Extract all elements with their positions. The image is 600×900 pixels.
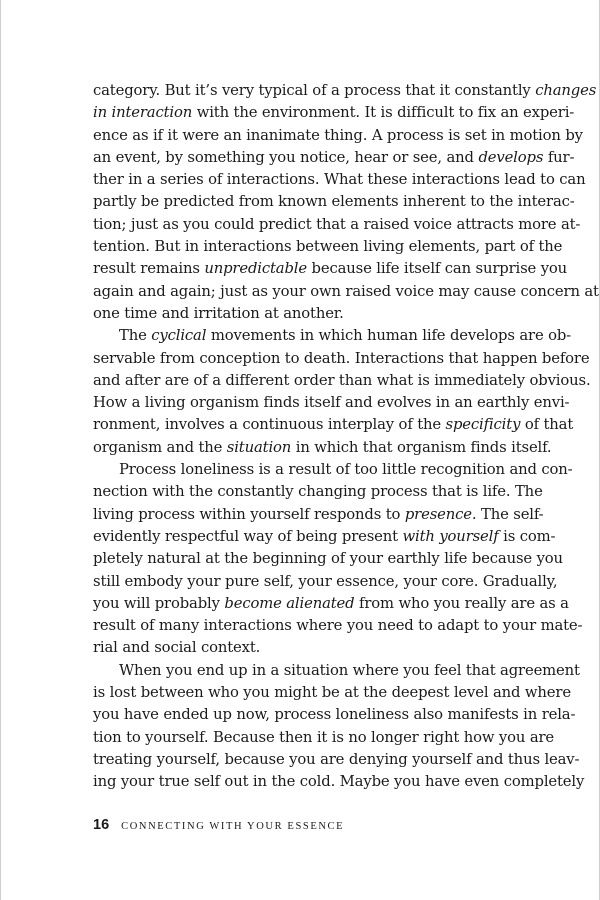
italic-text: in interaction bbox=[93, 104, 193, 122]
text-line bbox=[93, 80, 597, 102]
text-run: treating yourself, because you are denying yourself and thus leav- bbox=[93, 750, 580, 768]
text-line bbox=[93, 504, 544, 526]
text-run: result of many interactions where you need to adapt to your mate- bbox=[93, 617, 583, 635]
text-run: How a living organism finds itself and evolves in an earthly envi- bbox=[93, 394, 570, 412]
text-run: ther in a series of interactions. What these interactions lead to can bbox=[93, 171, 586, 189]
italic-text: changes bbox=[535, 82, 597, 99]
text-line bbox=[93, 325, 572, 347]
paragraph bbox=[93, 80, 599, 325]
text-line bbox=[93, 526, 556, 548]
italic-text: unpredictable bbox=[204, 260, 307, 278]
text-line bbox=[93, 102, 575, 124]
page-footer bbox=[93, 817, 344, 837]
text-run: fur- bbox=[543, 148, 575, 166]
text-line bbox=[93, 660, 580, 682]
text-run: in which that organism finds itself. bbox=[291, 438, 552, 456]
text-line bbox=[93, 704, 576, 726]
text-run: an event, by something you notice, hear or see, and bbox=[93, 148, 479, 166]
text-run: is lost between who you might be at the deepest level and where bbox=[93, 684, 571, 702]
text-line bbox=[93, 370, 591, 392]
italic-text: specificity bbox=[445, 416, 521, 434]
text-run: movements in which human life develops are ob- bbox=[206, 327, 572, 345]
text-line bbox=[93, 303, 511, 325]
paragraph bbox=[93, 660, 585, 794]
text-line bbox=[93, 348, 590, 370]
text-run: again and again; just as your own raised voice may cause concern at bbox=[93, 282, 599, 300]
text-line bbox=[93, 771, 585, 793]
text-line bbox=[93, 258, 568, 280]
text-run: because life itself can surprise you bbox=[306, 260, 568, 278]
text-run: When you end up in a situation where you feel that agreement bbox=[119, 661, 580, 679]
text-run: tion to yourself. Because then it is no longer right how you are bbox=[93, 728, 555, 746]
text-run: nection with the constantly changing process that is life. The bbox=[93, 483, 543, 501]
text-run: organism and the bbox=[93, 438, 227, 456]
text-run: of that bbox=[520, 416, 574, 434]
italic-text: develops bbox=[478, 148, 544, 166]
text-line bbox=[93, 615, 583, 637]
text-run: with the environment. It is difficult to fix an experi- bbox=[192, 104, 575, 122]
text-run: ing your true self out in the cold. Maybe you have even completely bbox=[93, 773, 585, 791]
text-run: still embody your pure self, your essence, your core. Gradually, bbox=[93, 572, 558, 590]
paragraph bbox=[93, 459, 583, 660]
body-text bbox=[93, 80, 599, 794]
text-run: ence as if it were an inanimate thing. A process is set in motion by bbox=[93, 126, 583, 144]
text-line bbox=[93, 749, 580, 771]
text-line bbox=[93, 125, 583, 147]
text-run: servable from conception to death. Interactions that happen before bbox=[93, 349, 590, 367]
text-run: you will probably bbox=[93, 594, 225, 612]
text-line bbox=[93, 637, 511, 659]
text-line bbox=[93, 236, 563, 258]
text-run: rial and social context. bbox=[93, 639, 261, 657]
text-run: tention. But in interactions between living elements, part of the bbox=[93, 238, 563, 256]
text-run: ronment, involves a continuous interplay of the bbox=[93, 416, 446, 434]
text-line bbox=[93, 191, 575, 213]
italic-text: situation bbox=[226, 438, 292, 456]
text-line bbox=[93, 727, 555, 749]
text-run: The self- bbox=[476, 505, 544, 523]
text-run: one time and irritation at another. bbox=[93, 304, 344, 322]
italic-text: with yourself bbox=[402, 527, 499, 545]
paragraph bbox=[93, 325, 591, 459]
text-run: result remains bbox=[93, 260, 205, 278]
text-run: pletely natural at the beginning of your earthly life because you bbox=[93, 550, 563, 568]
italic-text: cyclical bbox=[151, 327, 207, 345]
text-run: partly be predicted from known elements inherent to the interac- bbox=[93, 193, 575, 211]
page-number: 16 bbox=[93, 817, 110, 833]
text-line bbox=[93, 481, 543, 503]
italic-text: presence. bbox=[404, 505, 477, 523]
text-line bbox=[93, 459, 573, 481]
text-run: from who you really are as a bbox=[354, 594, 569, 612]
text-run: and after are of a different order than what is immediately obvious. bbox=[93, 371, 591, 389]
text-run: is com- bbox=[498, 527, 556, 545]
text-line bbox=[93, 214, 581, 236]
text-line bbox=[93, 414, 574, 436]
text-line bbox=[93, 169, 586, 191]
running-head: CONNECTING WITH YOUR ESSENCE bbox=[121, 821, 345, 832]
text-run: you have ended up now, process loneliness also manifests in rela- bbox=[93, 706, 576, 724]
text-run: evidently respectful way of being present bbox=[93, 527, 403, 545]
text-run: tion; just as you could predict that a raised voice attracts more at- bbox=[93, 215, 581, 233]
text-line bbox=[93, 147, 575, 169]
text-line bbox=[93, 571, 558, 593]
text-line bbox=[93, 392, 570, 414]
italic-text: become alienated bbox=[224, 594, 355, 612]
text-run: living process within yourself responds to bbox=[93, 505, 405, 523]
text-line bbox=[93, 437, 552, 459]
text-line bbox=[93, 548, 563, 570]
text-line bbox=[93, 281, 599, 303]
text-line bbox=[93, 593, 569, 615]
text-run: Process loneliness is a result of too little recognition and con- bbox=[119, 461, 573, 479]
text-run: The bbox=[119, 327, 152, 345]
text-run: category. But it’s very typical of a process that it constantly bbox=[93, 82, 536, 99]
text-line bbox=[93, 682, 571, 704]
